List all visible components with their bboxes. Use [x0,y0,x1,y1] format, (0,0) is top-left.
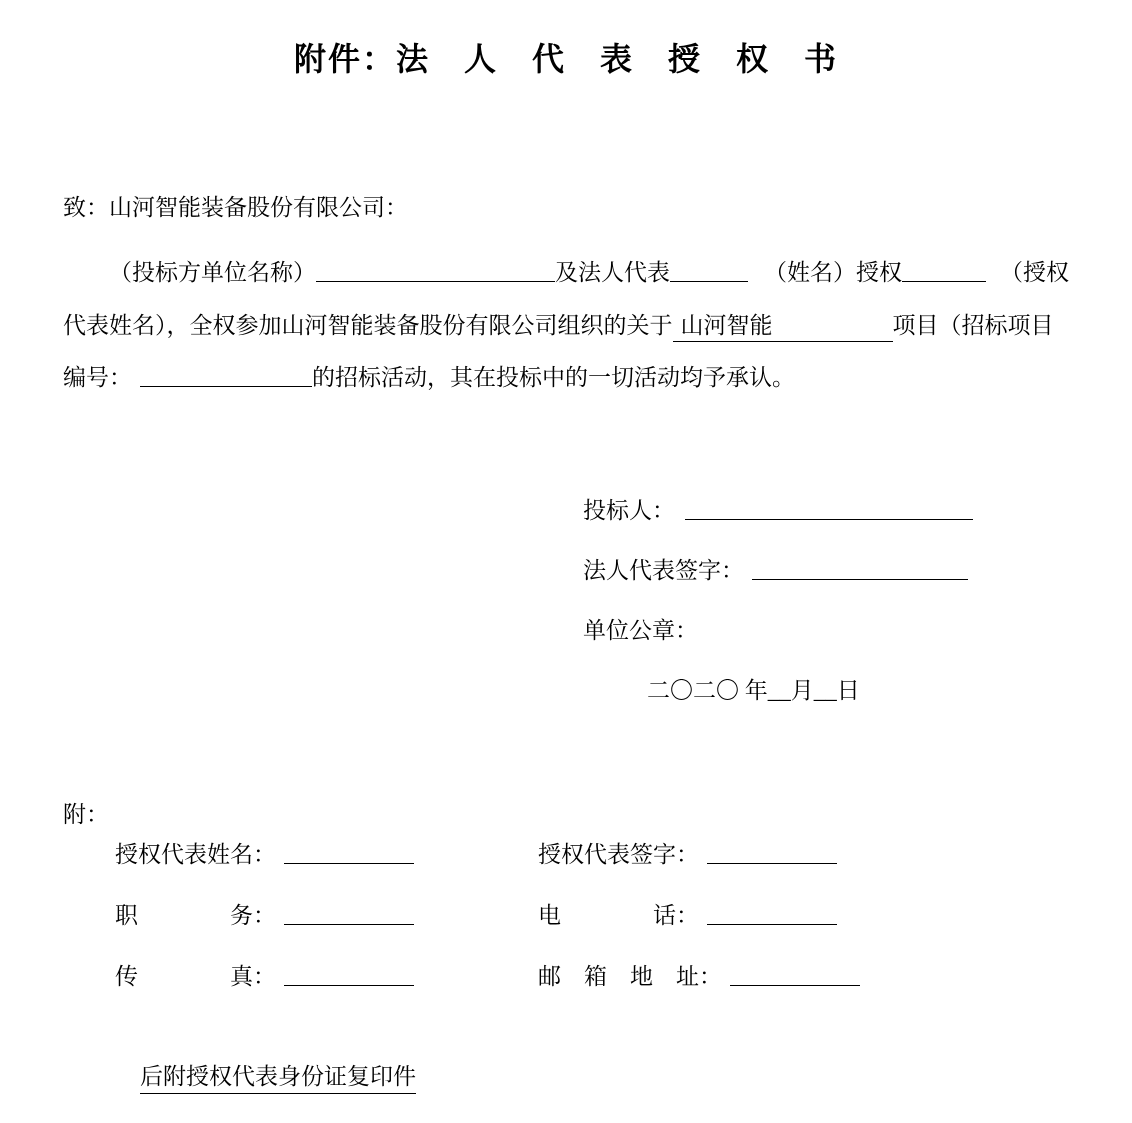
paragraph-line-2 [63,311,1083,342]
bidder-unit-label: （投标方单位名称） [109,260,316,285]
auth-open-text: （授权 [1000,260,1069,285]
fax-label: 传 真： [115,964,276,989]
blank-authorized-rep-sign-field [707,849,837,864]
blank-telephone-field [707,910,837,925]
blank-email-address-field [730,971,860,986]
name-note-authorize-text: （姓名）授权 [764,260,902,285]
bidder-signature-row [583,496,973,526]
field-authorized-rep-sign [538,840,837,870]
seal-label: 单位公章： [583,618,698,643]
field-authorized-rep-name [115,840,414,870]
salutation-line: 致：山河智能装备股份有限公司： [63,195,408,220]
paragraph-line-3 [63,363,1083,393]
attachment-heading: 附： [63,802,109,827]
paragraph-line-1 [63,258,1083,288]
bidder-label: 投标人： [583,498,675,523]
authorized-rep-sign-label: 授权代表签字： [538,842,699,867]
blank-authorized-rep-name-field [284,849,414,864]
field-telephone [538,901,837,931]
filled-project-name: 山河智能 [673,311,893,342]
blank-position-field [284,910,414,925]
field-fax [115,962,414,992]
position-label: 职 务： [115,903,276,928]
company-seal-row [583,616,698,646]
paragraph-continue-text: 代表姓名），全权参加山河智能装备股份有限公司组织的关于 [63,313,673,338]
page-title: 附件：法 人 代 表 授 权 书 [293,41,838,77]
blank-bidder-unit-name [316,267,555,282]
blank-fax-field [284,971,414,986]
legal-rep-sign-label: 法人代表签字： [583,558,744,583]
email-address-label: 邮 箱 地 址： [538,964,722,989]
project-number-label: 编号： [63,365,132,390]
blank-legal-rep-name [670,267,748,282]
legal-rep-signature-row [583,556,968,586]
attachment-note [140,1062,416,1094]
blank-authorized-rep-name [902,267,986,282]
paragraph-tail-text: 的招标活动，其在投标中的一切活动均予承认。 [312,365,795,390]
blank-project-number [140,372,312,387]
date-line: 二〇二〇 年__月__日 [647,678,860,703]
field-position [115,901,414,931]
telephone-label: 电 话： [538,903,699,928]
blank-legal-rep-signature [752,565,968,580]
date-row [647,676,860,706]
project-tail-text: 项目（招标项目 [892,313,1054,338]
authorized-rep-name-label: 授权代表姓名： [115,842,276,867]
id-copy-note-text: 后附授权代表身份证复印件 [140,1062,416,1094]
field-email-address [538,962,860,992]
and-legal-rep-text: 及法人代表 [555,260,670,285]
blank-bidder-signature [685,505,973,520]
